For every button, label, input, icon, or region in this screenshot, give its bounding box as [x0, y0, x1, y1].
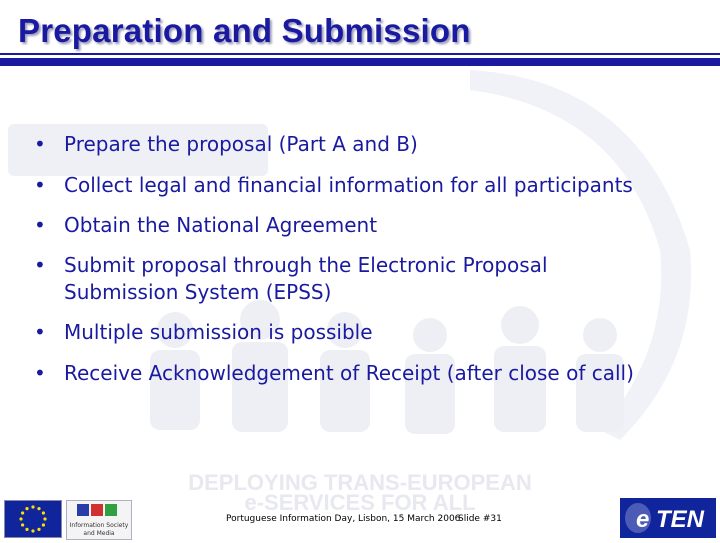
title-rule-thick	[0, 58, 720, 66]
isoc-logo-text-2: and Media	[83, 530, 115, 537]
information-society-icon	[67, 501, 131, 539]
bullet-text: Prepare the proposal (Part A and B)	[64, 132, 418, 156]
bullet-text: Obtain the National Agreement	[64, 213, 378, 237]
bullet-text: Multiple submission is possible	[64, 320, 373, 344]
watermark-line-2: e-SERVICES FOR ALL	[244, 490, 476, 515]
footer-slide-number: Slide #31	[458, 514, 502, 524]
eu-flag-logo	[4, 500, 62, 538]
eu-stars-icon	[5, 501, 61, 537]
bullet-glyph: •	[34, 253, 46, 277]
bullet-text: Receive Acknowledgement of Receipt (after close of call)	[64, 361, 634, 385]
footer-event: Portuguese Information Day, Lisbon, 15 March 2006	[226, 514, 461, 524]
information-society-logo	[66, 500, 132, 540]
eten-logo	[620, 498, 716, 538]
bullet-glyph: •	[34, 320, 46, 344]
eten-logo-text: e TEN	[635, 506, 705, 533]
bullet-glyph: •	[34, 173, 46, 197]
bullet-text-continued: Submission System (EPSS)	[64, 280, 332, 304]
bullet-glyph: •	[34, 361, 46, 385]
bullet-text: Collect legal and financial information for all participants	[64, 173, 633, 197]
isoc-logo-text-1: Information Society	[69, 522, 129, 529]
eten-logo-icon	[620, 498, 716, 538]
slide-title: Preparation and Submission	[18, 12, 471, 49]
title-rule-thin	[0, 53, 720, 55]
bullet-text: Submit proposal through the Electronic Proposal	[64, 253, 548, 277]
watermark-line-1: DEPLOYING TRANS-EUROPEAN	[188, 470, 532, 495]
bullet-glyph: •	[34, 213, 46, 237]
bullet-glyph: •	[34, 132, 46, 156]
